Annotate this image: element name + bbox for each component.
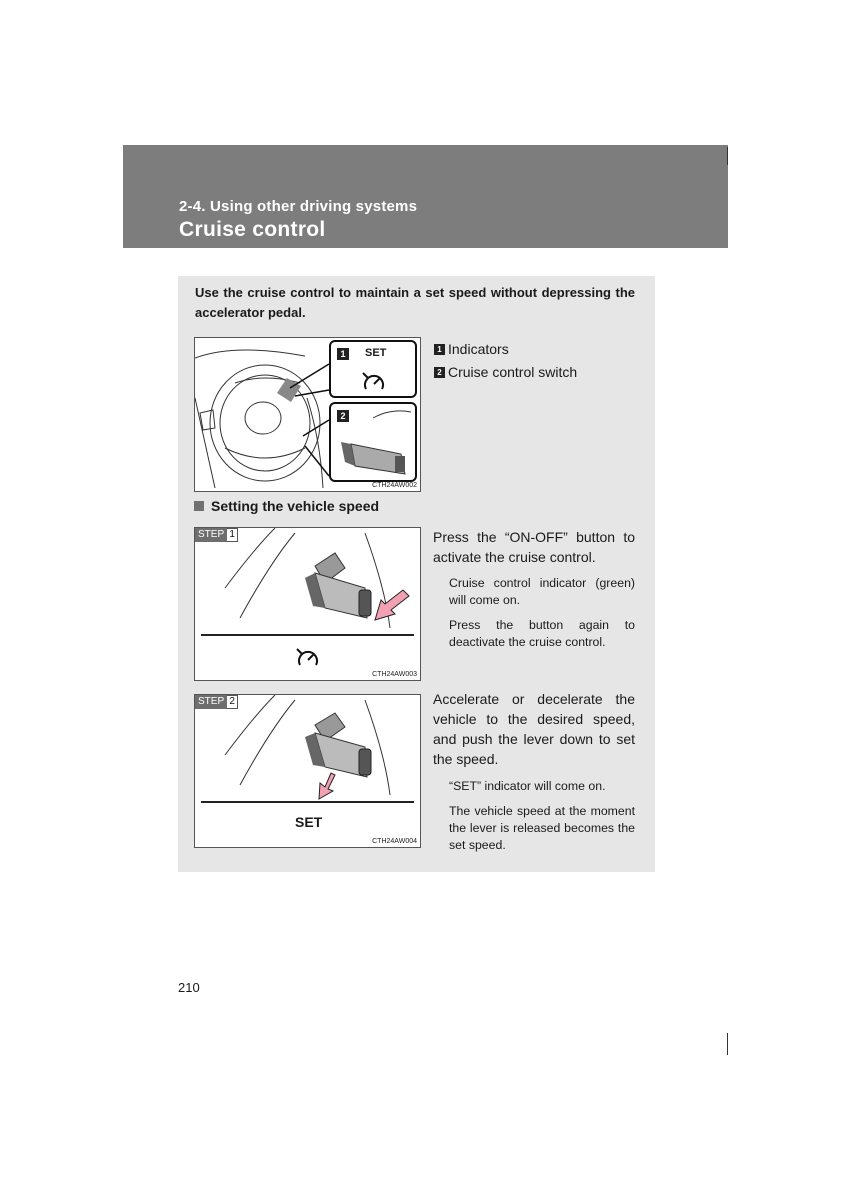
callout-indicators (329, 340, 417, 398)
step-1-note-1: Cruise control indicator (green) will come on. (449, 576, 635, 607)
section-label: 2-4. Using other driving systems (179, 198, 418, 215)
callout-number-2: 2 (337, 410, 349, 422)
legend-number: 2 (434, 367, 445, 378)
intro-text: Use the cruise control to maintain a set speed without depressing the accelerator pedal. (195, 285, 635, 320)
callout-switch (329, 402, 417, 482)
figure-divider (201, 634, 414, 636)
cruise-indicator-icon (359, 369, 389, 393)
callout-number-1: 1 (337, 348, 349, 360)
figure-code: CTH24AW002 (372, 482, 417, 489)
square-bullet-icon (194, 501, 204, 511)
step-1-note-2: Press the button again to deactivate the cruise control. (449, 618, 635, 649)
section-heading (194, 498, 379, 514)
legend-item-switch (434, 361, 577, 384)
set-indicator-label: SET (295, 814, 323, 830)
cruise-lever-icon (331, 404, 415, 480)
legend-item-indicators (434, 338, 577, 361)
figure-step-2 (194, 694, 421, 848)
section-heading-text: Setting the vehicle speed (211, 498, 380, 514)
page-title: Cruise control (179, 218, 326, 241)
cruise-indicator-icon (293, 645, 323, 669)
figure-code: CTH24AW003 (372, 671, 417, 678)
step-2-note-2: The vehicle speed at the moment the lever is released becomes the set speed. (449, 804, 635, 852)
content-panel (178, 276, 655, 872)
legend (434, 338, 577, 384)
step-1-text: Press the “ON-OFF” button to activate the cruise control. (433, 529, 635, 565)
step-number: 1 (227, 528, 238, 542)
step-word: STEP (195, 695, 227, 709)
edge-mark-bottom (727, 1033, 728, 1055)
legend-number: 1 (434, 344, 445, 355)
set-indicator-label: SET (365, 347, 387, 359)
edge-mark-top (727, 147, 728, 165)
step-2-note-1: “SET” indicator will come on. (449, 779, 606, 793)
legend-label: Cruise control switch (448, 364, 578, 380)
figure-divider (201, 801, 414, 803)
page-number: 210 (178, 980, 200, 995)
figure-step-1 (194, 527, 421, 681)
step-number: 2 (227, 695, 238, 709)
step-word: STEP (195, 528, 227, 542)
legend-label: Indicators (448, 341, 509, 357)
figure-code: CTH24AW004 (372, 838, 417, 845)
figure-dashboard (194, 337, 421, 492)
chapter-header (123, 145, 728, 248)
step-2-text: Accelerate or decelerate the vehicle to the desired speed, and push the lever down to set the speed. (433, 691, 635, 767)
